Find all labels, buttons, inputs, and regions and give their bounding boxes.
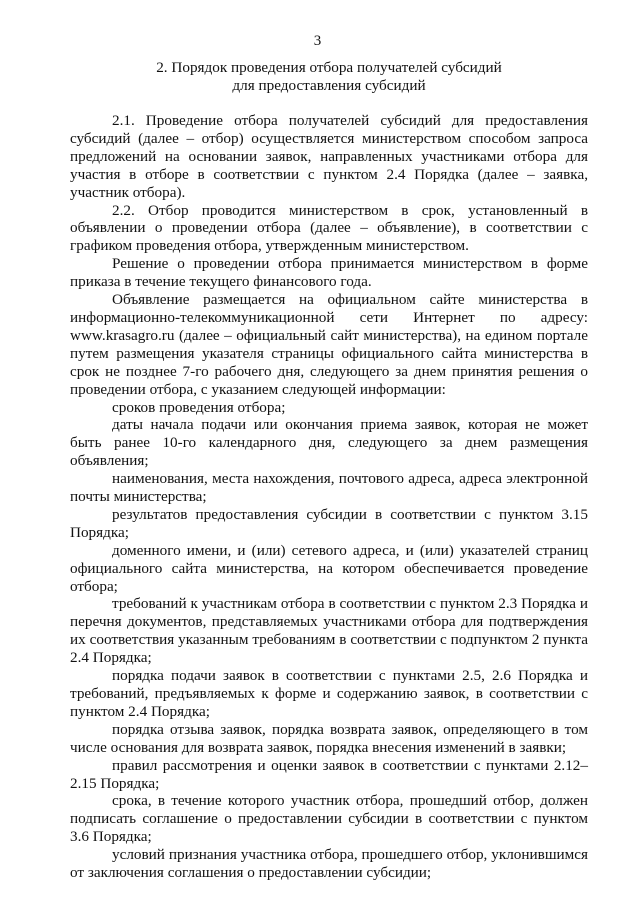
list-item-participant-requirements: требований к участникам отбора в соответствии с пунктом 2.3 Порядка и перечня документов, представляемых участниками отбора для подтверждения их соответствия указанным требованиям в соответствии с подпунктом 2 пункта 2.4 Порядка;	[70, 595, 588, 667]
list-item-evasion-conditions: условий признания участника отбора, прошедшего отбор, уклонившимся от заключения соглашения о предоставлении субсидии;	[70, 846, 588, 882]
list-item-subsidy-results: результатов предоставления субсидии в соответствии с пунктом 3.15 Порядка;	[70, 505, 588, 541]
list-item-domain-name: доменного имени, и (или) сетевого адреса, и (или) указателей страниц официального сайта министерства, на котором обеспечивается проведение отбора;	[70, 541, 588, 595]
paragraph-announcement: Объявление размещается на официальном сайте министерства в информационно-телекоммуникационной сети Интернет по адресу: www.krasagro.ru (далее – официальный сайт министерства), на едином портале путем размещения указателя страницы официального сайта министерства в срок не позднее 7-го рабочего дня, следующего за днем принятия решения о проведении отбора, с указанием следующей информации:	[70, 291, 588, 398]
list-item-ministry-contacts: наименования, места нахождения, почтового адреса, адреса электронной почты министерства;	[70, 470, 588, 506]
document-body	[70, 112, 588, 882]
section-heading-line-2: для предоставления субсидий	[232, 77, 426, 94]
paragraph-2-1: 2.1. Проведение отбора получателей субсидий для предоставления субсидий (далее – отбор) осуществляется министерством способом запроса предложений на основании заявок, направленных участниками отбора для участия в отборе в соответствии с пунктом 2.4 Порядка (далее – заявка, участник отбора).	[70, 112, 588, 201]
section-heading-line-1: 2. Порядок проведения отбора получателей субсидий	[156, 59, 502, 76]
section-heading	[70, 59, 588, 95]
paragraph-decision: Решение о проведении отбора принимается министерством в форме приказа в течение текущего финансового года.	[70, 255, 588, 291]
paragraph-2-2: 2.2. Отбор проводится министерством в срок, установленный в объявлении о проведении отбора (далее – объявление), в соответствии с графиком проведения отбора, утвержденным министерством.	[70, 201, 588, 255]
list-item-application-dates: даты начала подачи или окончания приема заявок, которая не может быть ранее 10-го календарного дня, следующего за днем размещения объявления;	[70, 416, 588, 470]
list-item-withdrawal-procedure: порядка отзыва заявок, порядка возврата заявок, определяющего в том числе основания для возврата заявок, порядка внесения изменений в заявки;	[70, 720, 588, 756]
list-item-selection-dates: сроков проведения отбора;	[112, 398, 286, 416]
list-item-application-procedure: порядка подачи заявок в соответствии с пунктами 2.5, 2.6 Порядка и требований, предъявляемых к форме и содержанию заявок, в соответствии с пунктом 2.4 Порядка;	[70, 667, 588, 720]
page-number: 3	[313, 33, 322, 49]
list-item-signing-deadline: срока, в течение которого участник отбора, прошедший отбор, должен подписать соглашение о предоставлении субсидии в соответствии с пунктом 3.6 Порядка;	[70, 792, 588, 846]
list-item-evaluation-rules: правил рассмотрения и оценки заявок в соответствии с пунктами 2.12–2.15 Порядка;	[70, 756, 588, 792]
